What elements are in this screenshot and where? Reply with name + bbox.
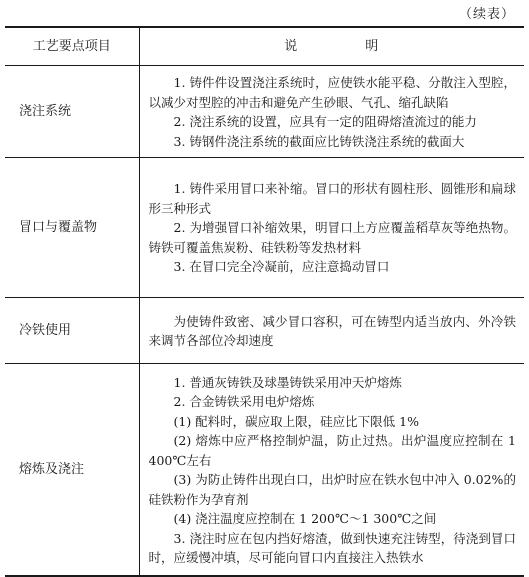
column-header-item: 工艺要点项目 [5,27,139,66]
description-line: 1. 铸件件设置浇注系统时，应使铁水能平稳、分散注入型腔，以减少对型腔的冲击和避免产生砂眼、气孔、缩孔缺陷 [148,75,516,110]
row-description [139,158,524,298]
description-line: (2) 熔炼中应严格控制炉温，防止过热。出炉温度应控制在 1 400℃左右 [148,433,516,468]
description-line: 1. 铸件采用冒口来补缩。冒口的形状有圆柱形、圆锥形和扁球形三种形式 [148,181,516,216]
table-header-row [5,27,524,66]
row-description [139,364,524,577]
description-line: 3. 在冒口完全冷凝前，应注意捣动冒口 [173,259,390,275]
description-line: 3. 浇注时应在包内挡好熔渣，做到快速充注铸型，待浇到冒口时，应缓慢冲填，尽可能向冒口内直接注入热铁水 [148,530,516,565]
table-row [5,66,524,158]
row-description [139,298,524,364]
row-item-label: 熔炼及浇注 [5,364,139,577]
process-table [5,26,524,577]
table-row [5,364,524,577]
table-row [5,158,524,298]
description-line: 2. 为增强冒口补缩效果，明冒口上方应覆盖稻草灰等绝热物。铸铁可覆盖焦炭粉、硅铁粉等发热材料 [148,220,516,255]
continued-label: （续表） [458,7,515,22]
description-line: (3) 为防止铸件出现白口，出炉时应在铁水包中冲入 0.02%的硅铁粉作为孕育剂 [148,472,516,507]
row-description [139,66,524,158]
description-line: 2. 浇注系统的设置，应具有一定的阻碍熔渣流过的能力 [173,114,477,129]
description-line: 为使铸件致密、减少冒口容积，可在铸型内适当放内、外冷铁来调节各部位冷却速度 [148,313,516,348]
row-item-label: 冒口与覆盖物 [5,158,139,298]
table-row [5,298,524,364]
row-item-label: 浇注系统 [5,66,139,158]
description-line: 3. 铸钢件浇注系统的截面应比铸铁浇注系统的截面大 [173,133,465,149]
description-line: 2. 合金铸铁采用电炉熔炼 [173,394,315,409]
description-line: 1. 普通灰铸铁及球墨铸铁采用冲天炉熔炼 [173,374,402,390]
row-item-label: 冷铁使用 [5,298,139,364]
description-line: (4) 浇注温度应控制在 1 200℃～1 300℃之间 [173,511,437,526]
column-header-description: 说明 [139,27,524,66]
description-line: (1) 配料时，碳应取上限，硅应比下限低 1% [173,413,419,429]
